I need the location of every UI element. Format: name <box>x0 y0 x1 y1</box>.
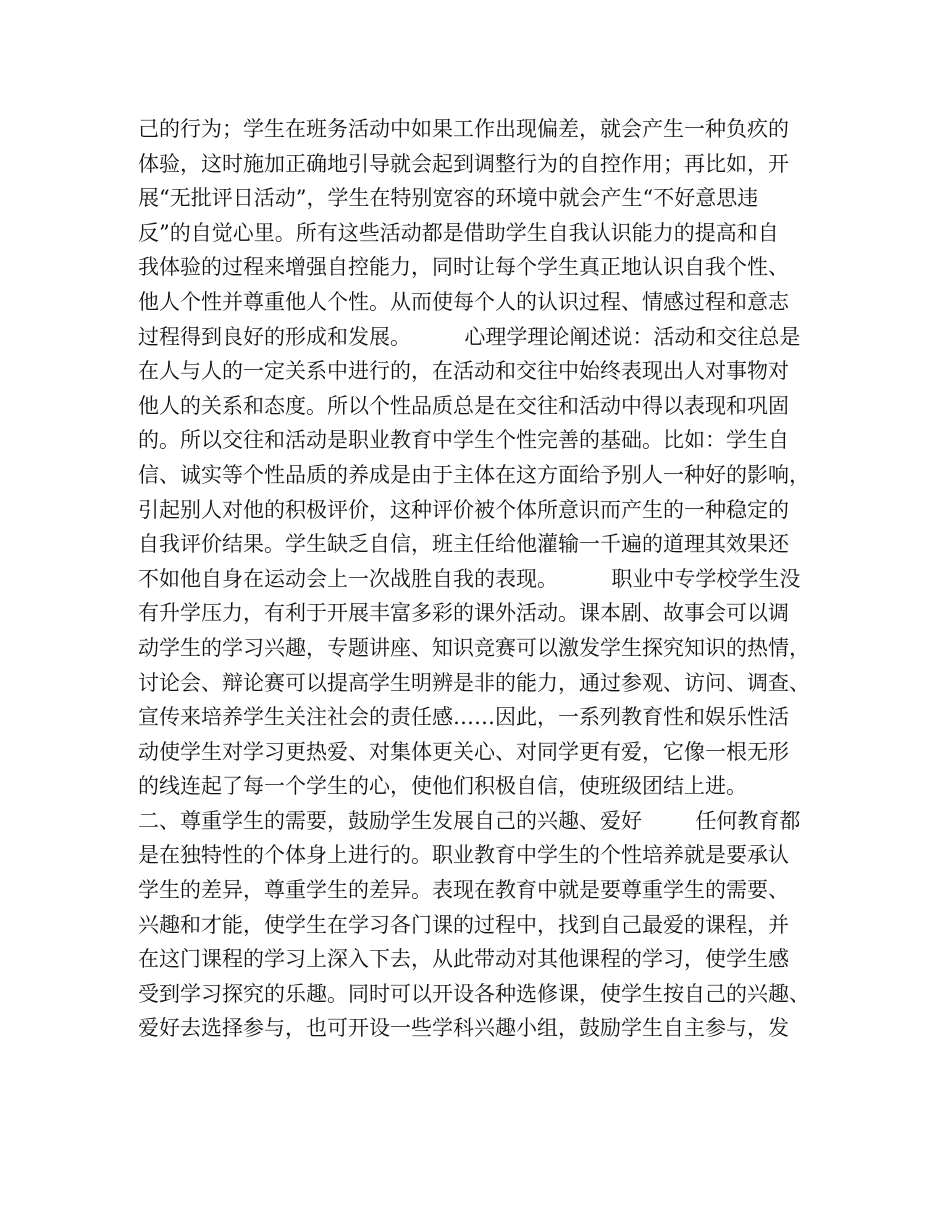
text-line: 的。所以交往和活动是职业教育中学生个性完善的基础。比如：学生自 <box>138 428 789 453</box>
text-line: 自我评价结果。学生缺乏自信，班主任给他灌输一千遍的道理其效果还 <box>138 532 789 557</box>
text-line: 信、诚实等个性品质的养成是由于主体在这方面给予别人一种好的影响， <box>138 462 810 487</box>
text-line: 展“无批评日活动”，学生在特别宽容的环境中就会产生“不好意思违 <box>138 186 759 211</box>
text-line: 他人个性并尊重他人个性。从而使每个人的认识过程、情感过程和意志 <box>138 289 789 314</box>
text-line: 受到学习探究的乐趣。同时可以开设各种选修课，使学生按自己的兴趣、 <box>138 981 810 1006</box>
text-line: 不如他自身在运动会上一次战胜自我的表现。 职业中专学校学生没 <box>138 566 801 591</box>
text-line: 宣传来培养学生关注社会的责任感……因此，一系列教育性和娱乐性活 <box>138 705 789 730</box>
text-line: 学生的差异，尊重学生的差异。表现在教育中就是要尊重学生的需要、 <box>138 878 789 903</box>
text-line: 己的行为；学生在班务活动中如果工作出现偏差，就会产生一种负疚的 <box>138 117 789 141</box>
text-line: 在这门课程的学习上深入下去，从此带动对其他课程的学习，使学生感 <box>138 947 789 972</box>
text-line: 引起别人对他的积极评价，这种评价被个体所意识而产生的一种稳定的 <box>138 497 789 522</box>
text-line: 我体验的过程来增强自控能力，同时让每个学生真正地认识自我个性、 <box>138 255 789 280</box>
text-line: 的线连起了每一个学生的心，使他们积极自信，使班级团结上进。 <box>138 774 747 799</box>
text-line: 过程得到良好的形成和发展。 心理学理论阐述说：活动和交往总是 <box>138 324 801 349</box>
text-line: 二、尊重学生的需要，鼓励学生发展自己的兴趣、爱好 任何教育都 <box>138 808 801 833</box>
text-line: 他人的关系和态度。所以个性品质总是在交往和活动中得以表现和巩固 <box>138 393 789 418</box>
text-line: 体验，这时施加正确地引导就会起到调整行为的自控作用；再比如，开 <box>138 151 789 176</box>
text-line: 讨论会、辩论赛可以提高学生明辨是非的能力，通过参观、访问、调查、 <box>138 670 810 695</box>
text-line: 是在独特性的个体身上进行的。职业教育中学生的个性培养就是要承认 <box>138 843 789 868</box>
text-line: 反”的自觉心里。所有这些活动都是借助学生自我认识能力的提高和自 <box>138 220 779 245</box>
text-line: 兴趣和才能，使学生在学习各门课的过程中，找到自己最爱的课程，并 <box>138 912 789 937</box>
text-line: 爱好去选择参与，也可开设一些学科兴趣小组，鼓励学生自主参与，发 <box>138 1016 789 1041</box>
text-line: 动使学生对学习更热爱、对集体更关心、对同学更有爱，它像一根无形 <box>138 739 789 764</box>
text-line: 在人与人的一定关系中进行的，在活动和交往中始终表现出人对事物对 <box>138 359 789 384</box>
document-body <box>138 112 838 1046</box>
text-line: 有升学压力，有利于开展丰富多彩的课外活动。课本剧、故事会可以调 <box>138 601 789 626</box>
text-line: 动学生的学习兴趣，专题讲座、知识竞赛可以激发学生探究知识的热情， <box>138 635 810 660</box>
